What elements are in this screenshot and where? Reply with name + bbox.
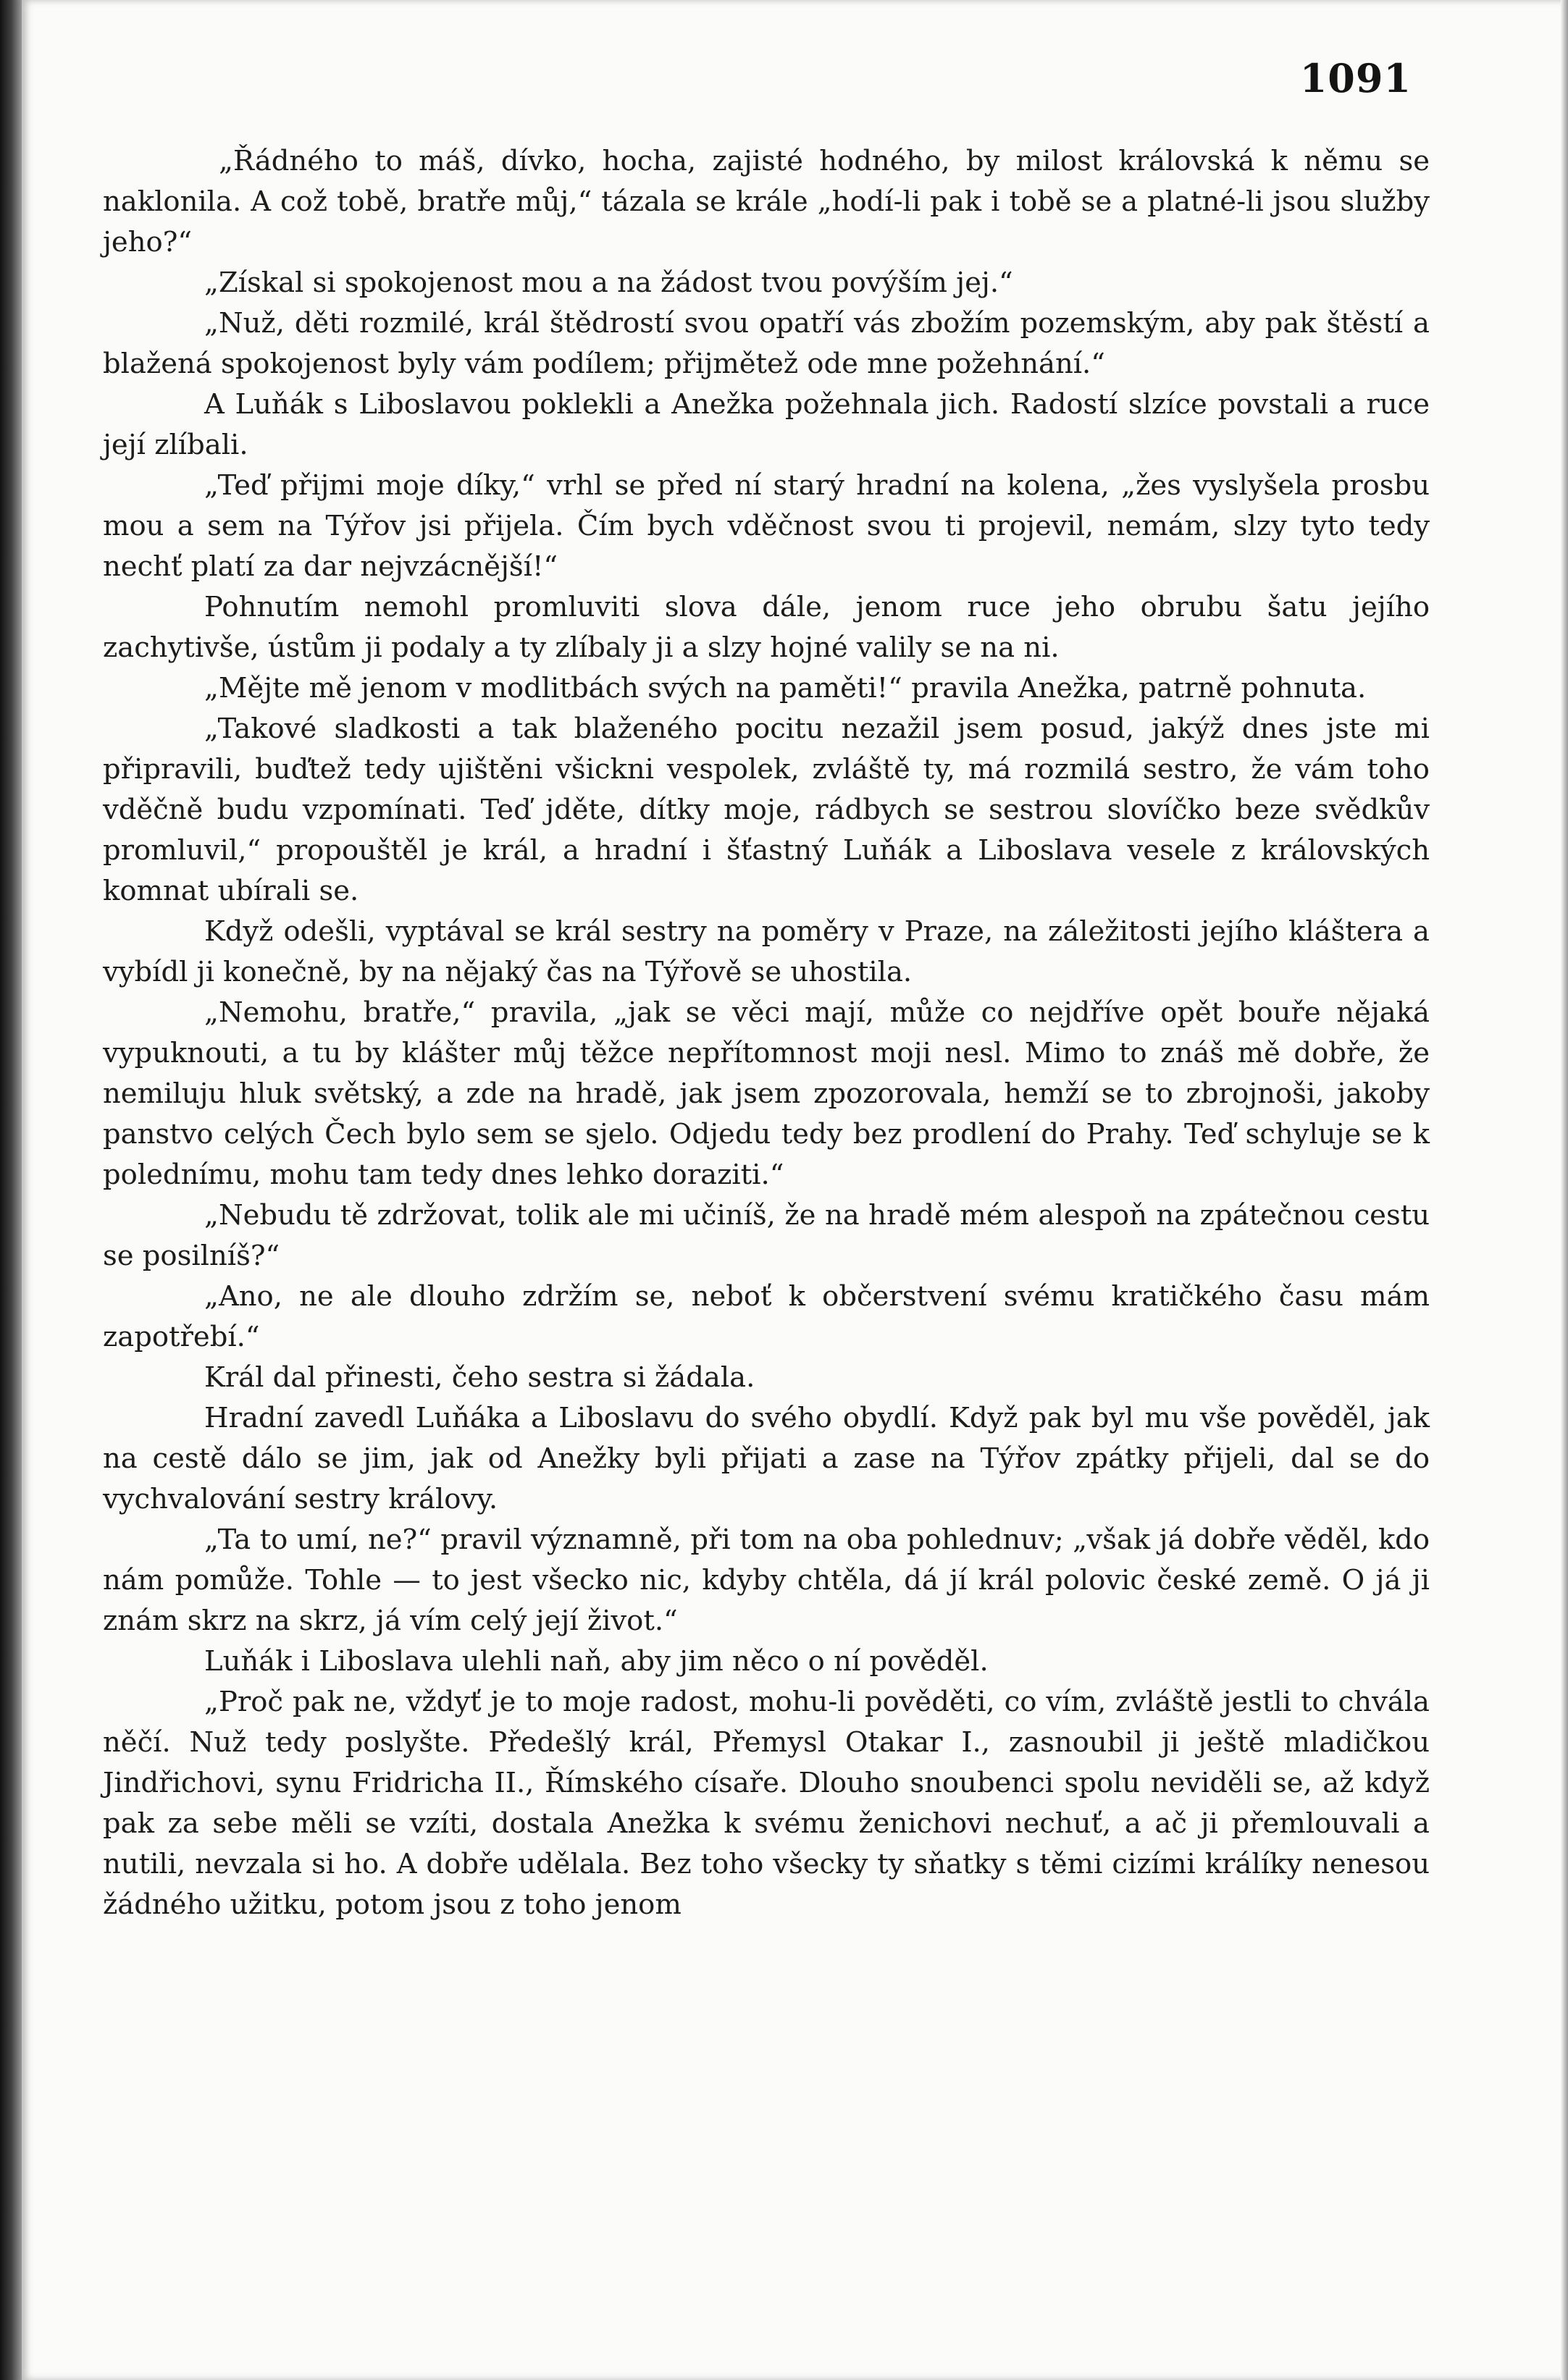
paragraph: „Takové sladkosti a tak blaženého pocitu nezažil jsem posud, jakýž dnes jste mi připravili, buďtež tedy ujištěni všickni vespolek, zvláště ty, má rozmilá sestro, že vám toho vděčně budu vzpomínati. Teď jděte, dítky moje, rádbych se sestrou slovíčko beze svědkův promluvil,“ propouštěl je král, a hradní i šťastný Luňák a Liboslava vesele z královských komnat ubírali se.: [103, 712, 1430, 907]
paragraph: Pohnutím nemohl promluviti slova dále, jenom ruce jeho obrubu šatu jejího zachytivše, ústům ji podaly a ty zlíbaly ji a slzy hojné valily se na ni.: [103, 591, 1430, 664]
paragraph: Král dal přinesti, čeho sestra si žádala.: [204, 1361, 755, 1394]
paragraph: „Nuž, děti rozmilé, král štědrostí svou opatří vás zbožím pozemským, aby pak štěstí a blažená spokojenost byly vám podílem; přijmětež ode mne požehnání.“: [103, 307, 1430, 380]
paragraph: „Nebudu tě zdržovat, tolik ale mi učiníš, že na hradě mém alespoň na zpátečnou cestu se posilníš?“: [103, 1199, 1430, 1272]
page-number: 1091: [1299, 55, 1412, 101]
body-text: [103, 141, 1430, 1925]
paragraph: „Ano, ne ale dlouho zdržím se, neboť k občerstvení svému kratičkého času mám zapotřebí.“: [103, 1280, 1430, 1353]
paragraph: „Získal si spokojenost mou a na žádost tvou povýším jej.“: [204, 266, 1013, 299]
paragraph: „Proč pak ne, vždyť je to moje radost, mohu-li pověděti, co vím, zvláště jestli to chvála něčí. Nuž tedy poslyšte. Předešlý král, Přemysl Otakar I., zasnoubil ji ještě mladičkou Jindřichovi, synu Fridricha II., Římského císaře. Dlouho snoubenci spolu neviděli se, až když pak za sebe měli se vzíti, dostala Anežka k svému ženichovi nechuť, a ač ji přemlouvali a nutili, nevzala si ho. A dobře udělala. Bez toho všecky ty sňatky s těmi cizími králíky nenesou žádného užitku, potom jsou z toho jenom: [103, 1686, 1430, 1921]
paragraph: „Řádného to máš, dívko, hocha, zajisté hodného, by milost královská k němu se naklonila. A což tobě, bratře můj,“ tázala se krále „hodí-li pak i tobě se a platné-li jsou služby jeho?“: [103, 145, 1430, 258]
paragraph: „Nemohu, bratře,“ pravila, „jak se věci mají, může co nejdříve opět bouře nějaká vypuknouti, a tu by klášter můj těžce nepřítomnost moji nesl. Mimo to znáš mě dobře, že nemiluju hluk světský, a zde na hradě, jak jsem zpozorovala, hemží se to zbrojnoši, jakoby panstvo celých Čech bylo sem se sjelo. Odjedu tedy bez prodlení do Prahy. Teď schyluje se k polednímu, mohu tam tedy dnes lehko doraziti.“: [103, 996, 1430, 1191]
paragraph: „Ta to umí, ne?“ pravil významně, při tom na oba pohlednuv; „však já dobře věděl, kdo nám pomůže. Tohle — to jest všecko nic, kdyby chtěla, dá jí král polovic české země. O já ji znám skrz na skrz, já vím celý její život.“: [103, 1523, 1430, 1637]
page-edge: [1561, 0, 1568, 2380]
paragraph: „Teď přijmi moje díky,“ vrhl se před ní starý hradní na kolena, „žes vyslyšela prosbu mou a sem na Týřov jsi přijela. Čím bych vděčnost svou ti projevil, nemám, slzy tyto tedy nechť platí za dar nejvzácnější!“: [103, 469, 1430, 583]
paragraph: Luňák i Liboslava ulehli naň, aby jim něco o ní pověděl.: [204, 1645, 989, 1678]
book-page: [22, 0, 1568, 2380]
paragraph: Když odešli, vyptával se král sestry na poměry v Praze, na záležitosti jejího kláštera a vybídl ji konečně, by na nějaký čas na Týřově se uhostila.: [103, 915, 1430, 988]
paragraph: „Mějte mě jenom v modlitbách svých na paměti!“ pravila Anežka, patrně pohnuta.: [204, 672, 1367, 705]
paragraph: A Luňák s Liboslavou poklekli a Anežka požehnala jich. Radostí slzíce povstali a ruce její zlíbali.: [103, 388, 1430, 461]
paragraph: Hradní zavedl Luňáka a Liboslavu do svého obydlí. Když pak byl mu vše pověděl, jak na cestě dálo se jim, jak od Anežky byli přijati a zase na Týřov zpátky přijeli, dal se do vychvalování sestry královy.: [103, 1402, 1430, 1515]
